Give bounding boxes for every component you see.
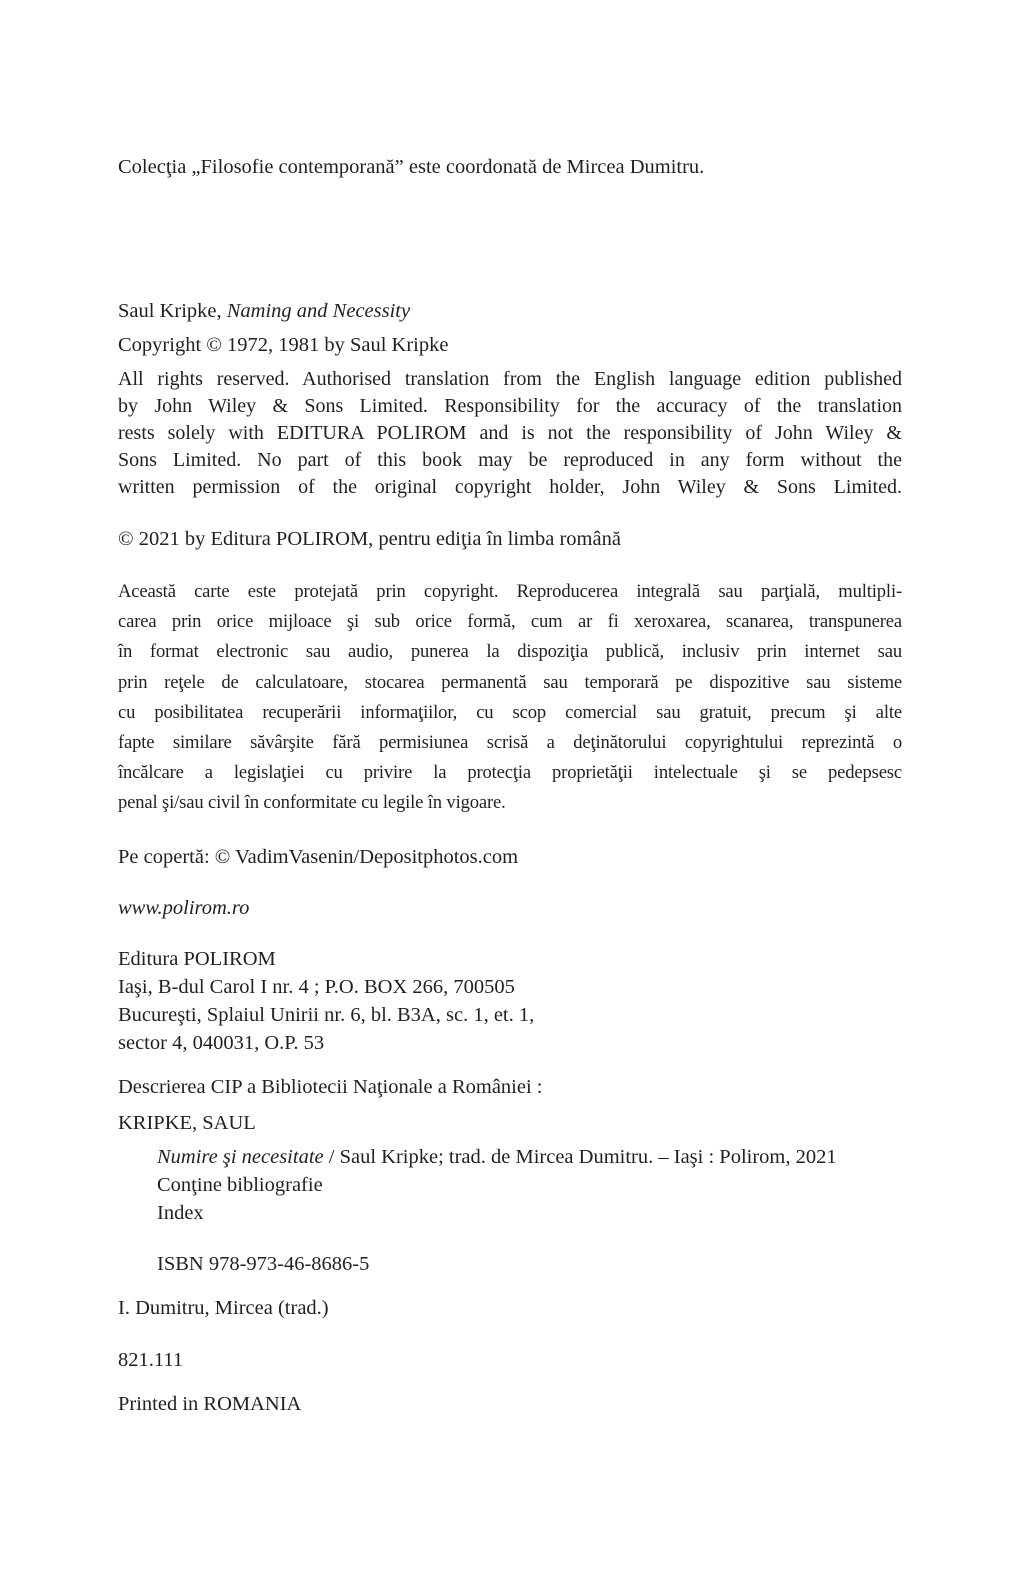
rights-line: All rights reserved. Authorised translation from the English language edition published <box>118 368 902 390</box>
publisher-name: Editura POLIROM <box>118 948 276 970</box>
website-link[interactable]: www.polirom.ro <box>118 897 250 919</box>
rights-line: written permission of the original copyright holder, John Wiley & Sons Limited. <box>118 476 902 498</box>
legal-line: fapte similare săvârşite fără permisiunea scrisă a deţinătorului copyrightului reprezintă o <box>118 732 902 754</box>
printed-in: Printed in ROMANIA <box>118 1393 302 1415</box>
cover-credit: Pe copertă: © VadimVasenin/Depositphotos.com <box>118 846 519 868</box>
cip-note: Conţine bibliografie <box>157 1174 323 1196</box>
isbn: ISBN 978-973-46-8686-5 <box>157 1253 370 1275</box>
legal-line: carea prin orice mijloace şi sub orice formă, cum ar fi xeroxarea, scanarea, transpunerea <box>118 611 902 633</box>
rights-line: Sons Limited. No part of this book may be reproduced in any form without the <box>118 449 902 471</box>
legal-paragraph <box>118 577 902 819</box>
original-author: Saul Kripke, <box>118 300 227 322</box>
cip-note: Index <box>157 1202 204 1224</box>
cip-author: KRIPKE, SAUL <box>118 1112 256 1134</box>
rights-paragraph <box>118 366 902 501</box>
cip-title: Numire şi necesitate <box>157 1146 324 1168</box>
original-title: Naming and Necessity <box>226 300 411 322</box>
legal-line: încălcare a legislaţiei cu privire la protecţia proprietăţii intelectuale şi se pedepsesc <box>118 762 902 784</box>
publisher-address: Bucureşti, Splaiul Unirii nr. 6, bl. B3A, sc. 1, et. 1, <box>118 1004 535 1026</box>
legal-line: Această carte este protejată prin copyright. Reproducerea integrală sau parţială, multipli- <box>118 581 902 602</box>
publisher-address: sector 4, 040031, O.P. 53 <box>118 1032 325 1054</box>
legal-line: cu posibilitatea recuperării informaţiilor, cu scop comercial sau gratuit, precum şi alte <box>118 701 902 723</box>
rights-line: by John Wiley & Sons Limited. Responsibility for the accuracy of the translation <box>118 395 902 417</box>
cip-heading: Descrierea CIP a Bibliotecii Naţionale a României : <box>118 1076 543 1098</box>
legal-line: în format electronic sau audio, punerea la dispoziţia publică, inclusiv prin internet sau <box>118 641 902 663</box>
rights-line: rests solely with EDITURA POLIROM and is not the responsibility of John Wiley & <box>118 422 902 444</box>
publisher-address: Iaşi, B-dul Carol I nr. 4 ; P.O. BOX 266, 700505 <box>118 976 515 998</box>
original-copyright: Copyright © 1972, 1981 by Saul Kripke <box>118 334 449 356</box>
romanian-copyright: © 2021 by Editura POLIROM, pentru ediţia în limba română <box>118 528 621 550</box>
cip-contributor: I. Dumitru, Mircea (trad.) <box>118 1297 329 1319</box>
cip-details: / Saul Kripke; trad. de Mircea Dumitru. – Iaşi : Polirom, 2021 <box>323 1146 837 1168</box>
collection-note: Colecţia „Filosofie contemporană” este coordonată de Mircea Dumitru. <box>118 156 705 178</box>
legal-line: prin reţele de calculatoare, stocarea permanentă sau temporară pe dispozitive sau sisteme <box>118 671 902 693</box>
legal-line: penal şi/sau civil în conformitate cu legile în vigoare. <box>118 792 506 814</box>
cip-classification: 821.111 <box>118 1349 184 1371</box>
original-title-line <box>118 297 410 325</box>
cip-title-line <box>157 1143 837 1171</box>
